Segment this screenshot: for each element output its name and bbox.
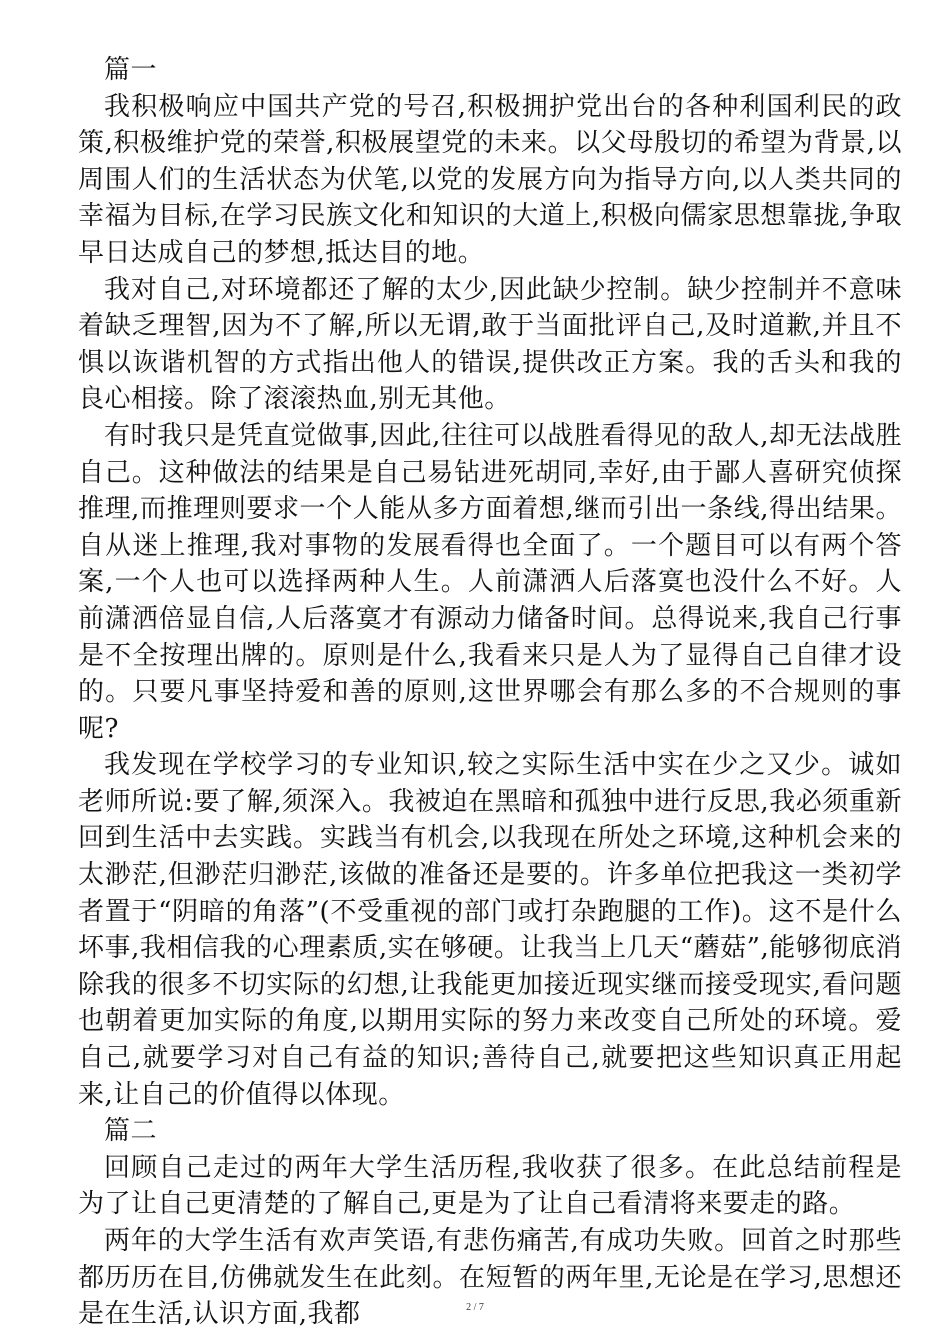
document-body xyxy=(78,52,902,1333)
section-heading-1: 篇一 xyxy=(104,55,158,85)
paragraph: 我发现在学校学习的专业知识,较之实际生活中实在少之又少。诚如老师所说:要了解,须深入。我被迫在黑暗和孤独中进行反思,我必须重新回到生活中去实践。实践当有机会,以我现在所处之环境,这种机会来的太渺茫,但渺茫归渺茫,该做的准备还是要的。许多单位把我这一类初学者置于“阴暗的角落”(不受重视的部门或打杂跑腿的工作)。这不是什么坏事,我相信我的心理素质,实在够硬。让我当上几天“蘑菇”,能够彻底消除我的很多不切实际的幻想,让我能更加接近现实继而接受现实,看问题也朝着更加实际的角度,以期用实际的努力来改变自己所处的环境。爱自己,就要学习对自己有益的知识;善待自己,就要把这些知识真正用起来,让自己的价值得以体现。 xyxy=(78,750,902,1110)
paragraph: 有时我只是凭直觉做事,因此,往往可以战胜看得见的敌人,却无法战胜自己。这种做法的结果是自己易钻进死胡同,幸好,由于鄙人喜研究侦探推理,而推理则要求一个人能从多方面着想,继而引出一条线,得出结果。自从迷上推理,我对事物的发展看得也全面了。一个题目可以有两个答案,一个人也可以选择两种人生。人前潇洒人后落寞也没什么不好。人前潇洒倍显自信,人后落寞才有源动力储备时间。总得说来,我自己行事是不全按理出牌的。原则是什么,我看来只是人为了显得自己自律才设的。只要凡事坚持爱和善的原则,这世界哪会有那么多的不合规则的事呢? xyxy=(78,420,902,744)
paragraph: 我积极响应中国共产党的号召,积极拥护党出台的各种利国利民的政策,积极维护党的荣誉,积极展望党的未来。以父母殷切的希望为背景,以周围人们的生活状态为伏笔,以党的发展方向为指导方向,以人类共同的幸福为目标,在学习民族文化和知识的大道上,积极向儒家思想靠拢,争取早日达成自己的梦想,抵达目的地。 xyxy=(78,91,902,268)
paragraph: 两年的大学生活有欢声笑语,有悲伤痛苦,有成功失败。回首之时那些都历历在目,仿佛就发生在此刻。在短暂的两年里,无论是在学习,思想还是在生活,认识方面,我都 xyxy=(78,1226,902,1330)
paragraph: 回顾自己走过的两年大学生活历程,我收获了很多。在此总结前程是为了让自己更清楚的了解自己,更是为了让自己看清将来要走的路。 xyxy=(78,1152,902,1220)
section-heading-2: 篇二 xyxy=(104,1116,158,1147)
page-number: 2 / 7 xyxy=(466,1302,484,1313)
paragraph: 我对自己,对环境都还了解的太少,因此缺少控制。缺少控制并不意味着缺乏理智,因为不了解,所以无谓,敢于当面批评自己,及时道歉,并且不惧以诙谐机智的方式指出他人的错误,提供改正方案。我的舌头和我的良心相接。除了滚滚热血,别无其他。 xyxy=(78,274,902,415)
